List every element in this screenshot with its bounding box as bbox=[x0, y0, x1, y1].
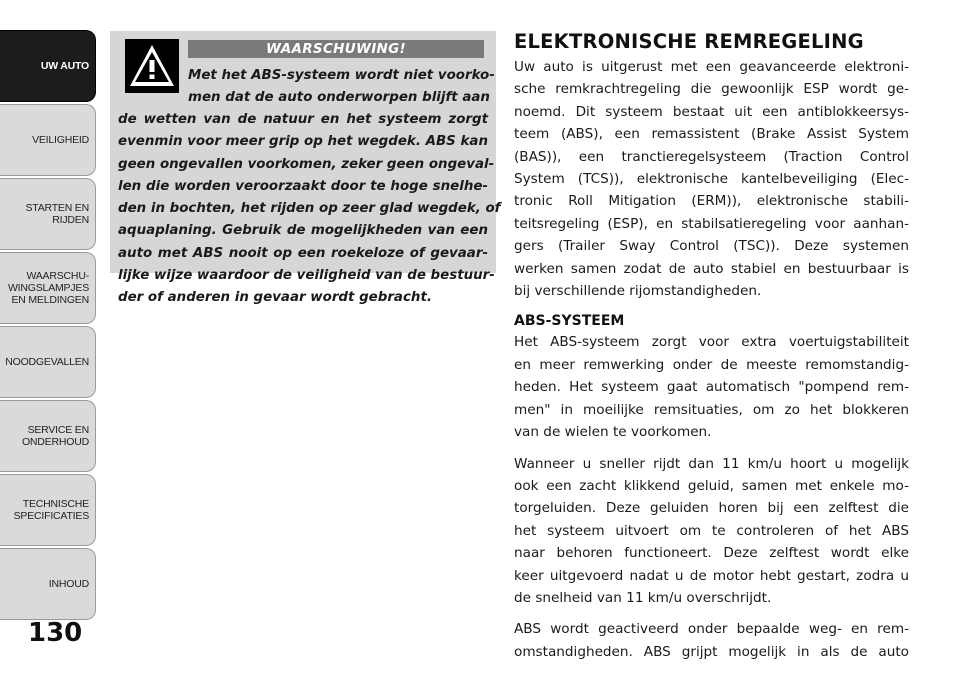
intro-paragraph bbox=[514, 56, 909, 302]
warning-line: len die worden veroorzaakt door te hoge snelhe- bbox=[118, 179, 488, 194]
warning-line: aquaplaning. Gebruik de mogelijkheden van een bbox=[118, 223, 488, 238]
text-line: naar behoren functioneert. Deze zelftest wordt elke bbox=[514, 545, 909, 562]
text-line: heden. Het systeem gaat automatisch "pompend rem- bbox=[514, 379, 909, 396]
text-line: (BAS)), een tranctieregelsysteem (Traction Control bbox=[514, 148, 909, 165]
tab-service-en-onderhoud[interactable]: SERVICE EN ONDERHOUD bbox=[0, 400, 96, 472]
text-line: bij verschillende rijomstandigheden. bbox=[514, 283, 762, 300]
text-line: de snelheid van 11 km/u overschrijdt. bbox=[514, 589, 772, 606]
tab-technische-specificaties[interactable]: TECHNISCHE SPECIFICATIES bbox=[0, 474, 96, 546]
warning-line: de wetten van de natuur en het systeem zorgt bbox=[118, 112, 488, 127]
tab-veiligheid[interactable]: VEILIGHEID bbox=[0, 104, 96, 176]
tab-inhoud[interactable]: INHOUD bbox=[0, 548, 96, 620]
text-line: noemd. Dit systeem bestaat uit een antiblokkeersys- bbox=[514, 103, 909, 120]
text-line: van de wielen te voorkomen. bbox=[514, 424, 712, 441]
tab-noodgevallen[interactable]: NOODGEVALLEN bbox=[0, 326, 96, 398]
warning-line: auto met ABS nooit op een roekeloze of gevaar- bbox=[118, 246, 488, 261]
text-line: men" in moeilijke remsituaties, om zo het blokkeren bbox=[514, 401, 909, 418]
text-line: Wanneer u sneller rijdt dan 11 km/u hoort u mogelijk bbox=[514, 455, 909, 472]
warning-triangle-icon bbox=[125, 39, 179, 93]
warning-line: Met het ABS-systeem wordt niet voorko- bbox=[188, 68, 495, 83]
tab-uw-auto[interactable]: UW AUTO bbox=[0, 30, 96, 102]
text-line: keer uitgevoerd nadat u de motor hebt gestart, zodra u bbox=[514, 567, 909, 584]
text-line: gers (Trailer Sway Control (TSC)). Deze systemen bbox=[514, 238, 909, 255]
abs-paragraph-3 bbox=[514, 618, 909, 663]
subsection-heading: ABS-SYSTEEM bbox=[514, 313, 625, 330]
text-line: torgeluiden. Deze geluiden horen bij een zelftest die bbox=[514, 500, 909, 517]
text-line: het systeem uitvoert om te controleren of het ABS bbox=[514, 522, 909, 539]
warning-line: evenmin voor meer grip op het wegdek. ABS kan bbox=[118, 134, 488, 149]
text-line: ook een zacht klikkend geluid, samen met enkele mo- bbox=[514, 477, 909, 494]
text-line: System (TCS)), elektronische kantelbeveiliging (Elec- bbox=[514, 171, 909, 188]
tab-waarschuwingslampjes[interactable]: WAARSCHU- WINGSLAMPJES EN MELDINGEN bbox=[0, 252, 96, 324]
section-heading: ELEKTRONISCHE REMREGELING bbox=[514, 30, 864, 53]
text-line: en meer remwerking onder de meeste remomstandig- bbox=[514, 356, 909, 373]
warning-line: den in bochten, het rijden op zeer glad wegdek, of bbox=[118, 201, 501, 216]
text-line: Het ABS-systeem zorgt voor extra voertuigstabiliteit bbox=[514, 334, 909, 351]
chapter-sidebar bbox=[0, 0, 98, 678]
text-line: werken samen zodat de auto stabiel en bestuurbaar is bbox=[514, 260, 909, 277]
text-line: Uw auto is uitgerust met een geavanceerde elektroni- bbox=[514, 59, 909, 75]
warning-box bbox=[110, 31, 501, 305]
text-line: teitsregeling (ESP), en stabilsatieregeling voor aanhan- bbox=[514, 215, 909, 232]
text-line: teem (ABS), een remassistent (Brake Assist System bbox=[514, 126, 909, 143]
warning-line: der of anderen in gevaar wordt gebracht. bbox=[118, 290, 432, 305]
text-line: sche remkrachtregeling die gewoonlijk ESP wordt ge- bbox=[514, 81, 909, 98]
warning-header: WAARSCHUWING! bbox=[188, 40, 484, 58]
warning-line: men dat de auto onderworpen blijft aan bbox=[188, 90, 490, 105]
warning-line: geen ongevallen voorkomen, zeker geen ongeval- bbox=[118, 157, 495, 172]
page-number: 130 bbox=[28, 618, 83, 648]
text-line: ABS wordt geactiveerd onder bepaalde weg- en rem- bbox=[514, 621, 909, 638]
abs-paragraph-2 bbox=[514, 453, 909, 610]
text-line: tronic Roll Mitigation (ERM)), elektronische stabili- bbox=[514, 193, 909, 210]
warning-line: lijke wijze waardoor de veiligheid van de bestuur- bbox=[118, 268, 495, 283]
text-line: omstandigheden. ABS grijpt mogelijk in als de auto bbox=[514, 643, 909, 660]
main-column bbox=[514, 30, 909, 672]
abs-paragraph-1 bbox=[514, 331, 909, 443]
tab-starten-en-rijden[interactable]: STARTEN EN RIJDEN bbox=[0, 178, 96, 250]
